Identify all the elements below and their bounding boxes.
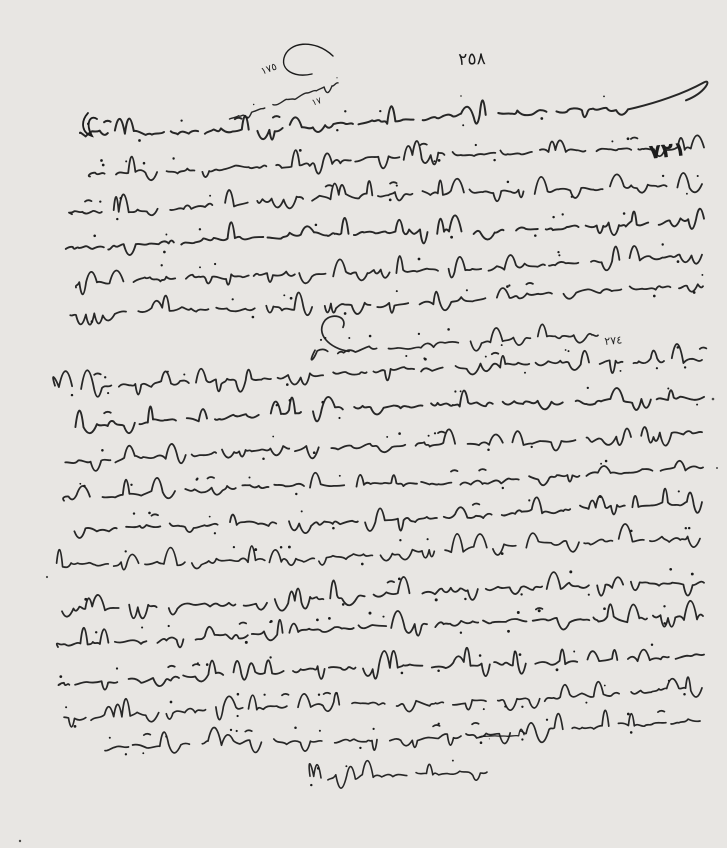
diacritic-dot — [336, 129, 338, 131]
ink-speck — [46, 576, 48, 578]
diacritic-dot — [290, 297, 293, 300]
diacritic-dot — [653, 295, 656, 298]
diacritic-dot — [571, 196, 573, 198]
handwritten-line-9 — [75, 388, 704, 433]
diacritic-dot — [237, 715, 239, 717]
diacritic-dot — [209, 516, 211, 518]
handwritten-line-1 — [80, 82, 707, 140]
diacritic-dot — [133, 512, 135, 514]
opening-flourish — [83, 113, 97, 136]
diacritic-dot — [520, 593, 522, 595]
diacritic-dot — [328, 617, 331, 620]
diacritic-dot — [485, 356, 487, 358]
ink-speck — [712, 398, 715, 401]
diacritic-dot — [345, 765, 347, 767]
diacritic-dot — [434, 432, 436, 434]
diacritic-dot — [125, 160, 127, 162]
diacritic-dot — [696, 404, 698, 406]
diacritic-dot — [272, 436, 274, 438]
diacritic-dot — [662, 243, 664, 245]
diacritic-dot — [521, 706, 523, 708]
diacritic-dot — [65, 706, 67, 708]
diacritic-dot — [552, 216, 554, 218]
diacritic-dot — [318, 693, 320, 695]
diacritic-dot — [438, 723, 440, 725]
diacritic-dot — [603, 607, 606, 610]
diacritic-dot — [386, 436, 388, 438]
handwritten-line-16 — [58, 648, 704, 690]
diacritic-dot — [588, 594, 590, 596]
diacritic-dot — [99, 200, 101, 202]
diacritic-dot — [507, 630, 510, 633]
diacritic-dot — [565, 349, 567, 351]
diacritic-dot — [688, 527, 690, 529]
diacritic-dot — [691, 573, 694, 576]
diacritic-dot — [236, 730, 238, 732]
diacritic-dot — [489, 738, 490, 739]
diacritic-dot — [373, 728, 375, 730]
diacritic-dot — [483, 708, 485, 710]
diacritic-dot — [167, 371, 169, 373]
diacritic-dot — [320, 339, 322, 341]
diacritic-dot — [369, 612, 372, 615]
diacritic-dot — [214, 532, 216, 534]
margin-number: ٧٢١ — [647, 136, 687, 164]
diacritic-dot — [315, 224, 318, 227]
handwritten-line-7 — [311, 316, 598, 360]
diacritic-dot — [116, 667, 118, 669]
diacritic-dot — [546, 719, 548, 721]
folio-number: ٢٥٨ — [457, 49, 487, 70]
header-number-17: ١٧ — [310, 96, 323, 109]
diacritic-dot — [245, 641, 248, 644]
diacritic-dot — [697, 175, 699, 177]
diacritic-dot — [276, 404, 278, 406]
diacritic-dot — [270, 620, 273, 623]
diacritic-dot — [109, 737, 111, 739]
diacritic-dot — [163, 251, 166, 254]
diacritic-dot — [116, 218, 118, 220]
diacritic-dot — [398, 432, 401, 435]
diacritic-dot — [556, 668, 559, 671]
diacritic-dot — [299, 149, 302, 152]
diacritic-dot — [83, 485, 86, 488]
diacritic-dot — [295, 493, 297, 495]
diacritic-dot — [557, 251, 559, 253]
diacritic-dot — [237, 693, 240, 696]
diacritic-dot — [142, 752, 144, 754]
diacritic-dot — [678, 490, 680, 492]
diacritic-dot — [627, 137, 630, 140]
handwritten-line-19 — [309, 761, 487, 789]
diacritic-dot — [462, 124, 464, 126]
diacritic-dot — [348, 337, 350, 339]
diacritic-dot — [464, 598, 466, 600]
diacritic-dot — [317, 767, 320, 770]
diacritic-dot — [119, 197, 122, 200]
diacritic-dot — [599, 496, 602, 499]
diacritic-dot — [693, 291, 696, 294]
diacritic-dot — [316, 619, 319, 622]
diacritic-dot — [253, 104, 254, 105]
diacritic-dot — [102, 164, 105, 167]
diacritic-dot — [95, 631, 97, 633]
diacritic-dot — [214, 263, 216, 265]
diacritic-dot — [506, 285, 509, 288]
diacritic-dot — [501, 344, 503, 346]
diacritic-dot — [283, 294, 285, 296]
diacritic-dot — [180, 119, 182, 121]
diacritic-dot — [460, 390, 462, 392]
diacritic-dot — [233, 546, 235, 548]
diacritic-dot — [93, 235, 96, 238]
diacritic-dot — [399, 539, 401, 541]
diacritic-dot — [379, 110, 381, 112]
diacritic-dot — [685, 527, 687, 529]
diacritic-dot — [683, 693, 686, 696]
diacritic-dot — [165, 234, 167, 236]
diacritic-dot — [342, 603, 345, 606]
handwritten-line-13 — [57, 524, 700, 570]
diacritic-dot — [148, 512, 151, 515]
handwritten-line-11 — [63, 461, 703, 501]
diacritic-dot — [104, 376, 106, 378]
diacritic-dot — [199, 228, 201, 230]
diacritic-dot — [336, 77, 337, 78]
diacritic-dot — [662, 175, 664, 177]
diacritic-dot — [507, 181, 510, 184]
handwritten-line-17 — [64, 677, 702, 727]
diacritic-dot — [361, 563, 364, 566]
diacritic-dot — [677, 260, 680, 263]
diacritic-dot — [538, 609, 541, 612]
diacritic-dot — [321, 401, 324, 404]
diacritic-dot — [344, 312, 347, 315]
diacritic-dot — [125, 753, 127, 755]
diacritic-dot — [269, 656, 271, 658]
handwritten-line-4 — [66, 209, 704, 255]
diacritic-dot — [359, 747, 361, 749]
diacritic-dot — [230, 729, 232, 731]
diacritic-dot — [435, 598, 438, 601]
diacritic-dot — [701, 274, 703, 276]
diacritic-dot — [627, 713, 630, 716]
diacritic-dot — [247, 116, 248, 117]
diacritic-dot — [289, 399, 292, 402]
arc-flourish — [284, 44, 333, 75]
diacritic-dot — [528, 499, 530, 501]
diacritic-dot — [501, 552, 504, 555]
diacritic-dot — [667, 387, 669, 389]
diacritic-dot — [447, 328, 450, 331]
diacritic-dot — [79, 483, 81, 485]
diacritic-dot — [389, 199, 392, 202]
diacritic-dot — [338, 417, 340, 419]
diacritic-dot — [280, 546, 283, 549]
diacritic-dot — [418, 258, 421, 261]
diacritic-dot — [161, 264, 163, 266]
diacritic-dot — [686, 193, 688, 195]
diacritic-dot — [324, 337, 326, 339]
diacritic-dot — [433, 160, 435, 162]
diacritic-dot — [170, 701, 173, 704]
diacritic-dot — [339, 475, 341, 477]
diacritic-dot — [568, 350, 570, 352]
diacritic-dot — [336, 692, 338, 694]
diacritic-dot — [517, 611, 520, 614]
diacritic-dot — [502, 487, 504, 489]
diacritic-dot — [248, 476, 250, 478]
diacritic-dot — [569, 570, 572, 573]
diacritic-dot — [684, 366, 686, 368]
diacritic-dot — [534, 234, 537, 237]
diacritic-dot — [562, 213, 564, 215]
diacritic-dot — [196, 478, 198, 480]
header-number-175: ١٧٥ — [259, 61, 279, 78]
diacritic-dot — [623, 212, 626, 215]
diacritic-dot — [630, 731, 633, 734]
diacritic-dot — [573, 651, 575, 653]
diacritic-dot — [651, 643, 653, 645]
diacritic-dot — [263, 694, 265, 696]
diacritic-dot — [74, 725, 77, 728]
diacritic-dot — [603, 96, 605, 98]
diacritic-dot — [209, 195, 211, 197]
diacritic-dot — [479, 654, 482, 657]
diacritic-dot — [396, 185, 398, 187]
diacritic-dot — [332, 527, 335, 530]
diacritic-dot — [677, 346, 680, 349]
diacritic-dot — [668, 680, 670, 682]
diacritic-dot — [519, 653, 522, 656]
diacritic-dot — [450, 236, 453, 239]
diacritic-dot — [466, 289, 468, 291]
diacritic-dot — [656, 367, 658, 369]
diacritic-dot — [262, 458, 265, 461]
diacritic-dot — [587, 387, 589, 389]
diacritic-dot — [493, 159, 495, 161]
diacritic-dot — [514, 651, 516, 653]
diacritic-dot — [254, 548, 257, 551]
diacritic-dot — [460, 632, 462, 634]
diacritic-dot — [401, 672, 404, 675]
diacritic-dot — [480, 741, 483, 744]
diacritic-dot — [301, 510, 303, 512]
handwritten-line-15 — [57, 601, 703, 648]
diacritic-dot — [310, 784, 312, 786]
diacritic-dot — [59, 675, 62, 678]
handwritten-line-6 — [70, 283, 703, 325]
diacritic-dot — [611, 140, 613, 142]
diacritic-dot — [91, 320, 94, 323]
diacritic-dot — [454, 390, 456, 392]
diacritic-dot — [504, 706, 506, 708]
diacritic-dot — [418, 333, 420, 335]
diacritic-dot — [423, 357, 425, 359]
ink-speck — [460, 95, 462, 97]
diacritic-dot — [84, 598, 87, 601]
diacritic-dot — [313, 451, 316, 454]
handwritten-line-2 — [89, 135, 704, 180]
diacritic-dot — [369, 335, 372, 338]
handwritten-line-18 — [105, 710, 700, 753]
ink-speck — [19, 840, 21, 842]
diacritic-dot — [396, 290, 398, 292]
diacritic-dot — [232, 298, 234, 300]
diacritic-dot — [398, 578, 401, 581]
diacritic-dot — [252, 316, 255, 319]
diacritic-dot — [197, 662, 199, 664]
diacritic-dot — [663, 622, 666, 625]
diacritic-dot — [199, 266, 201, 268]
diacritic-dot — [288, 546, 291, 549]
diacritic-dot — [294, 726, 297, 729]
handwritten-line-8 — [53, 344, 706, 397]
diacritic-dot — [206, 663, 209, 666]
diacritic-dot — [107, 392, 109, 394]
diacritic-dot — [585, 702, 587, 704]
diacritic-dot — [286, 383, 289, 386]
diacritic-dot — [524, 372, 526, 374]
diacritic-dot — [669, 568, 672, 571]
diacritic-dot — [452, 760, 454, 762]
diacritic-dot — [604, 685, 606, 687]
diacritic-dot — [130, 484, 132, 486]
diacritic-dot — [437, 669, 440, 672]
diacritic-dot — [540, 117, 543, 120]
diacritic-dot — [100, 159, 103, 162]
diacritic-dot — [600, 463, 602, 465]
handwritten-line-5 — [76, 246, 702, 294]
diacritic-dot — [71, 394, 73, 396]
diacritic-dot — [319, 730, 321, 732]
diacritic-dot — [487, 449, 490, 452]
diacritic-dot — [172, 157, 174, 159]
diacritic-dot — [428, 435, 430, 437]
diacritic-dot — [143, 162, 146, 165]
diacritic-dot — [630, 530, 633, 533]
diacritic-dot — [521, 738, 523, 740]
diacritic-dot — [663, 605, 665, 607]
diacritic-dot — [141, 626, 143, 628]
diacritic-dot — [183, 373, 185, 375]
diacritic-dot — [168, 625, 170, 627]
entry-number: ٢٧٤ — [603, 333, 623, 348]
diacritic-dot — [165, 735, 167, 737]
ink-speck — [716, 467, 718, 469]
diacritic-dot — [605, 460, 608, 463]
diacritic-dot — [405, 355, 407, 357]
handwritten-line-12 — [74, 489, 702, 538]
diacritic-dot — [138, 139, 141, 142]
diacritic-dot — [382, 616, 384, 618]
diacritic-dot — [344, 110, 346, 112]
handwritten-line-10 — [65, 427, 702, 471]
diacritic-dot — [101, 449, 104, 452]
diacritic-dot — [438, 159, 441, 162]
diacritic-dot — [531, 446, 533, 448]
diacritic-dot — [427, 538, 429, 540]
diacritic-dot — [475, 144, 477, 146]
diacritic-dot — [125, 550, 127, 552]
diacritic-dot — [558, 254, 560, 256]
handwritten-line-3 — [69, 173, 702, 215]
diacritic-dot — [620, 370, 622, 372]
